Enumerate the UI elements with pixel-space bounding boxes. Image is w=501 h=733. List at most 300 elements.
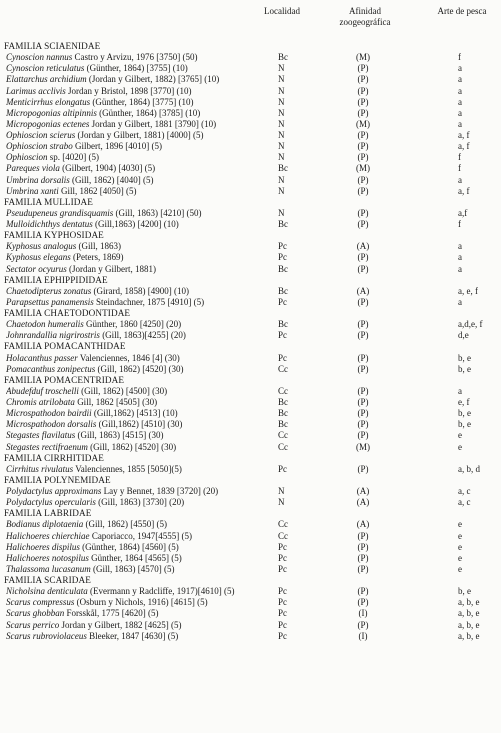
family-heading xyxy=(0,41,501,52)
family-name: FAMILIA KYPHOSIDAE xyxy=(4,230,104,241)
family-name: FAMILIA LABRIDAE xyxy=(4,508,92,519)
species-row xyxy=(0,297,501,308)
afinidad-cell: (P) xyxy=(357,330,369,341)
species-row xyxy=(0,141,501,152)
species-author: (Gill, 1863) [4570] (5) xyxy=(90,563,175,574)
afinidad-cell: (P) xyxy=(357,563,369,574)
species-row xyxy=(0,130,501,141)
afinidad-cell: (A) xyxy=(356,241,370,252)
species-author: (Peters, 1869) xyxy=(70,252,124,263)
arte-de-pesca-cell: a xyxy=(458,252,462,263)
arte-de-pesca-cell: e xyxy=(458,441,462,452)
species-author: (Gill,1863) [4200] (10) xyxy=(92,219,179,229)
species-cell xyxy=(6,297,278,308)
species-row xyxy=(0,430,501,441)
localidad-cell: N xyxy=(278,96,285,107)
localidad-cell: Bc xyxy=(278,52,288,63)
species-name: Ophioscion xyxy=(6,152,48,163)
arte-de-pesca-cell: a xyxy=(458,241,462,252)
species-name: Cynoscion nannus xyxy=(6,52,73,63)
afinidad-cell: (M) xyxy=(356,163,370,174)
localidad-cell: Pc xyxy=(278,241,287,252)
afinidad-cell: (A) xyxy=(356,497,370,508)
species-author: Bleeker, 1847 [4630] (5) xyxy=(86,630,179,641)
species-row xyxy=(0,464,501,475)
species-author: Gill, 1862 [4505] (30) xyxy=(74,397,158,407)
species-cell xyxy=(6,531,278,542)
family-heading xyxy=(0,197,501,208)
afinidad-cell: (P) xyxy=(357,463,369,474)
species-cell xyxy=(6,386,278,397)
localidad-cell: Pc xyxy=(278,541,287,552)
species-name: Cirrhitus rivulatus xyxy=(6,463,74,474)
localidad-cell: Pc xyxy=(278,552,287,563)
species-name: Larimus acclivis xyxy=(6,85,66,96)
localidad-cell: Bc xyxy=(278,408,288,419)
species-row xyxy=(0,353,501,364)
species-author: (Jordan y Gilbert, 1882) [3765] (10) xyxy=(86,74,220,85)
species-author: Gill, 1862 [4050] (5) xyxy=(58,185,137,196)
arte-de-pesca-cell: b, e xyxy=(458,586,471,597)
localidad-cell: Pc xyxy=(278,330,287,341)
arte-de-pesca-cell: a xyxy=(458,96,462,107)
arte-de-pesca-cell: e xyxy=(458,563,462,574)
species-author: (Gill,1862) [4510] (30) xyxy=(96,419,183,430)
species-author: Valenciennes, 1855 [5050](5) xyxy=(73,463,182,474)
localidad-cell: Cc xyxy=(278,519,288,530)
species-cell xyxy=(6,597,278,608)
arte-de-pesca-cell: e xyxy=(458,530,462,541)
species-author: Caporiacco, 1947[4555] (5) xyxy=(89,530,193,541)
species-name: Chromis atrilobata xyxy=(6,397,75,407)
species-name: Microspathodon dorsalis xyxy=(6,419,97,430)
localidad-cell: Bc xyxy=(278,163,288,174)
species-name: Menticirrhus elongatus xyxy=(6,96,91,107)
species-cell xyxy=(6,319,278,330)
localidad-cell: N xyxy=(278,207,285,218)
species-name: Chaetodipterus zonatus xyxy=(6,285,92,296)
family-name: FAMILIA POMACENTRIDAE xyxy=(4,374,125,385)
species-cell xyxy=(6,130,278,141)
species-row xyxy=(0,364,501,375)
species-row xyxy=(0,286,501,297)
species-row xyxy=(0,152,501,163)
species-author: Castro y Arvizu, 1976 [3750] (50) xyxy=(72,52,198,63)
afinidad-cell: (M) xyxy=(356,52,370,63)
family-heading xyxy=(0,475,501,486)
species-cell xyxy=(6,542,278,553)
arte-de-pesca-cell: a xyxy=(458,74,462,85)
species-name: Parapsettus panamensis xyxy=(6,296,94,307)
species-row xyxy=(0,597,501,608)
localidad-cell: N xyxy=(278,130,285,140)
arte-de-pesca-cell: b, e xyxy=(458,363,471,374)
localidad-cell: N xyxy=(278,85,285,96)
species-author: (Gill, 1862) [4500] (30) xyxy=(78,385,168,396)
species-author: (Jordan y Gilbert, 1881) [4000] (5) xyxy=(75,130,204,140)
species-cell xyxy=(6,163,278,174)
species-name: Holacanthus passer xyxy=(6,352,78,363)
species-cell xyxy=(6,141,278,152)
afinidad-cell: (I) xyxy=(358,608,368,619)
species-cell xyxy=(6,119,278,130)
arte-de-pesca-cell: f xyxy=(458,52,461,63)
species-author: (Osburn y Nichols, 1916) [4615] (5) xyxy=(74,597,208,608)
species-name: Johnrandallia nigrirostris xyxy=(6,330,100,341)
species-author: (Gilbert, 1904) [4030] (5) xyxy=(59,163,156,174)
species-cell xyxy=(6,286,278,297)
arte-de-pesca-cell: a,f xyxy=(458,207,468,218)
species-cell xyxy=(6,74,278,85)
species-cell xyxy=(6,330,278,341)
arte-de-pesca-cell: a, e, f xyxy=(458,285,478,296)
species-row xyxy=(0,386,501,397)
species-name: Scarus perrico xyxy=(6,619,60,630)
afinidad-cell: (P) xyxy=(357,219,369,229)
localidad-cell: Pc xyxy=(278,619,287,630)
localidad-cell: Cc xyxy=(278,530,288,541)
arte-de-pesca-cell: e xyxy=(458,552,462,563)
species-cell xyxy=(6,464,278,475)
afinidad-cell: (P) xyxy=(357,408,369,419)
family-name: FAMILIA POMACANTHIDAE xyxy=(4,341,126,352)
arte-de-pesca-cell: b, e xyxy=(458,419,471,430)
species-cell xyxy=(6,252,278,263)
species-row xyxy=(0,608,501,619)
arte-de-pesca-cell: f xyxy=(458,219,461,229)
afinidad-cell: (P) xyxy=(357,85,369,96)
family-name: FAMILIA CIRRHITIDAE xyxy=(4,452,104,463)
species-name: Micropogonias altipinnis xyxy=(6,107,97,118)
species-row xyxy=(0,219,501,230)
species-row xyxy=(0,319,501,330)
species-cell xyxy=(6,219,278,230)
localidad-cell: Pc xyxy=(278,630,287,641)
arte-de-pesca-cell: a xyxy=(458,63,462,74)
afinidad-cell: (P) xyxy=(357,107,369,118)
species-row xyxy=(0,52,501,63)
species-author: Günther, 1860 [4250] (20) xyxy=(83,319,182,330)
species-cell xyxy=(6,553,278,564)
afinidad-cell: (P) xyxy=(357,96,369,107)
arte-de-pesca-cell: a xyxy=(458,107,462,118)
species-cell xyxy=(6,97,278,108)
species-name: Abudefduf troschelli xyxy=(6,385,79,396)
arte-de-pesca-cell: a, f xyxy=(458,130,470,140)
species-row xyxy=(0,631,501,642)
species-author: (Gill, 1863) xyxy=(76,241,122,252)
species-name: Stegastes rectifraenum xyxy=(6,441,88,452)
localidad-cell: N xyxy=(278,152,285,163)
species-row xyxy=(0,620,501,631)
species-author: Günther, 1864 [4565] (5) xyxy=(88,552,182,563)
afinidad-cell: (P) xyxy=(357,74,369,85)
species-cell xyxy=(6,519,278,530)
species-author: (Gill,1862) [4513] (10) xyxy=(91,408,178,419)
afinidad-cell: (P) xyxy=(357,174,369,185)
species-author: (Gill, 1863) [4210] (50) xyxy=(113,207,202,218)
species-author: Steindachner, 1875 [4910] (5) xyxy=(93,296,205,307)
species-row xyxy=(0,542,501,553)
afinidad-cell: (P) xyxy=(357,141,369,152)
species-row xyxy=(0,208,501,219)
localidad-cell: N xyxy=(278,107,285,118)
species-name: Polydactylus approximans xyxy=(6,486,102,496)
species-name: Chaetodon humeralis xyxy=(6,319,84,330)
arte-de-pesca-cell: e xyxy=(458,430,462,441)
species-cell xyxy=(6,419,278,430)
arte-de-pesca-cell: a xyxy=(458,174,462,185)
species-row xyxy=(0,330,501,341)
afinidad-cell: (M) xyxy=(356,441,370,452)
afinidad-cell: (M) xyxy=(356,118,370,129)
family-heading xyxy=(0,453,501,464)
species-name: Ophioscion scierus xyxy=(6,130,76,140)
afinidad-cell: (P) xyxy=(357,296,369,307)
family-heading xyxy=(0,275,501,286)
localidad-cell: Cc xyxy=(278,385,288,396)
species-name: Cynoscion reticulatus xyxy=(6,63,85,74)
species-author: (Evermann y Radcliffe, 1917)[4610] (5) xyxy=(87,586,235,597)
localidad-cell: N xyxy=(278,486,285,496)
species-row xyxy=(0,186,501,197)
arte-de-pesca-cell: a xyxy=(458,85,462,96)
afinidad-cell: (P) xyxy=(357,385,369,396)
species-author: (Gill, 1863) [4515] (30) xyxy=(75,430,164,441)
species-row xyxy=(0,252,501,263)
family-heading xyxy=(0,230,501,241)
species-cell xyxy=(6,408,278,419)
arte-de-pesca-cell: a, f xyxy=(458,185,470,196)
arte-de-pesca-cell: d,e xyxy=(458,330,469,341)
family-heading xyxy=(0,341,501,352)
localidad-cell: Bc xyxy=(278,219,288,229)
localidad-cell: Pc xyxy=(278,586,287,597)
species-cell xyxy=(6,353,278,364)
species-name: Thalassoma lucasanum xyxy=(6,563,91,574)
species-name: Scarus rubroviolaceus xyxy=(6,630,87,641)
species-name: Scarus compressus xyxy=(6,597,75,608)
arte-de-pesca-cell: e, f xyxy=(458,397,470,407)
species-author: Jordan y Gilbert, 1882 [4625] (5) xyxy=(59,619,182,630)
species-name: Umbrina dorsalis xyxy=(6,174,70,185)
species-name: Pareques viola xyxy=(6,163,60,174)
localidad-cell: Bc xyxy=(278,397,288,407)
species-cell xyxy=(6,620,278,631)
species-author: (Gill, 1863) [3730] (20) xyxy=(95,497,185,508)
species-cell xyxy=(6,108,278,119)
species-author: (Gill, 1862) [4040] (5) xyxy=(69,174,154,185)
arte-de-pesca-cell: b, e xyxy=(458,352,471,363)
species-row xyxy=(0,419,501,430)
afinidad-cell: (P) xyxy=(357,430,369,441)
species-name: Pseudupeneus grandisquamis xyxy=(6,207,114,218)
species-table xyxy=(0,41,501,642)
afinidad-cell: (P) xyxy=(357,63,369,74)
localidad-cell: Pc xyxy=(278,252,287,263)
table-header xyxy=(0,3,501,33)
species-name: Ophioscion strabo xyxy=(6,141,73,152)
arte-de-pesca-cell: a, b, e xyxy=(458,630,480,641)
arte-de-pesca-cell: a,d,e, f xyxy=(458,319,483,330)
arte-de-pesca-cell: a, b, d xyxy=(458,463,480,474)
localidad-cell: Bc xyxy=(278,419,288,430)
species-row xyxy=(0,408,501,419)
afinidad-cell: (P) xyxy=(357,552,369,563)
species-row xyxy=(0,497,501,508)
afinidad-cell: (P) xyxy=(357,363,369,374)
species-cell xyxy=(6,364,278,375)
species-author: Jordan y Bristol, 1898 [3770] (10) xyxy=(65,85,192,96)
localidad-cell: N xyxy=(278,74,285,85)
species-row xyxy=(0,564,501,575)
arte-de-pesca-cell: f xyxy=(458,163,461,174)
species-cell xyxy=(6,264,278,275)
family-name: FAMILIA MULLIDAE xyxy=(4,196,93,207)
arte-de-pesca-cell: f xyxy=(458,152,461,163)
species-author: (Gill, 1862) [4550] (5) xyxy=(83,519,167,530)
species-row xyxy=(0,397,501,408)
afinidad-cell: (P) xyxy=(357,586,369,597)
arte-de-pesca-cell: b, e xyxy=(458,408,471,419)
localidad-cell: Bc xyxy=(278,319,288,330)
column-header-arte-de-pesca: Arte de pesca xyxy=(437,6,487,16)
species-cell xyxy=(6,175,278,186)
family-heading xyxy=(0,575,501,586)
species-name: Polydactylus opercularis xyxy=(6,497,96,508)
species-name: Elattarchus archidium xyxy=(6,74,87,85)
species-name: Microspathodon bairdii xyxy=(6,408,92,419)
species-name: Micropogonias ectenes xyxy=(6,118,90,129)
afinidad-cell: (P) xyxy=(357,185,369,196)
family-name: FAMILIA POLYNEMIDAE xyxy=(4,474,111,485)
arte-de-pesca-cell: e xyxy=(458,519,462,530)
species-cell xyxy=(6,486,278,497)
species-name: Halichoeres dispilus xyxy=(6,541,80,552)
species-name: Bodianus diplotaenia xyxy=(6,519,84,530)
species-row xyxy=(0,486,501,497)
species-cell xyxy=(6,430,278,441)
species-row xyxy=(0,175,501,186)
afinidad-cell: (P) xyxy=(357,541,369,552)
species-cell xyxy=(6,586,278,597)
species-author: Jordan y Gilbert, 1881 [3790] (10) xyxy=(89,118,217,129)
afinidad-cell: (P) xyxy=(357,152,369,163)
species-author: (Günther, 1864) [4560] (5) xyxy=(79,541,179,552)
species-name: Pomacanthus zonipectus xyxy=(6,363,96,374)
localidad-cell: Pc xyxy=(278,463,287,474)
arte-de-pesca-cell: e xyxy=(458,541,462,552)
species-cell xyxy=(6,631,278,642)
species-author: Lay y Bennet, 1839 [3720] (20) xyxy=(101,486,219,496)
arte-de-pesca-cell: a, b, e xyxy=(458,597,480,608)
species-cell xyxy=(6,186,278,197)
species-cell xyxy=(6,208,278,219)
afinidad-cell: (P) xyxy=(357,207,369,218)
arte-de-pesca-cell: a xyxy=(458,296,462,307)
species-name: Halichoeres notospilus xyxy=(6,552,89,563)
species-name: Umbrina xanti xyxy=(6,185,59,196)
species-name: Mulloidichthys dentatus xyxy=(6,219,93,229)
arte-de-pesca-cell: a, b, e xyxy=(458,619,480,630)
species-author: (Günther, 1864) [3755] (10) xyxy=(84,63,188,74)
species-cell xyxy=(6,152,278,163)
localidad-cell: N xyxy=(278,118,285,129)
localidad-cell: Pc xyxy=(278,296,287,307)
species-cell xyxy=(6,63,278,74)
species-name: Kyphosus analogus xyxy=(6,241,77,252)
localidad-cell: Pc xyxy=(278,352,287,363)
localidad-cell: Bc xyxy=(278,263,288,274)
species-author: (Gill, 1862) [4520] (30) xyxy=(95,363,184,374)
arte-de-pesca-cell: a, f xyxy=(458,141,470,152)
species-row xyxy=(0,519,501,530)
species-row xyxy=(0,86,501,97)
species-row xyxy=(0,241,501,252)
family-heading xyxy=(0,508,501,519)
localidad-cell: Cc xyxy=(278,441,288,452)
arte-de-pesca-cell: a, c xyxy=(458,497,471,508)
afinidad-cell: (P) xyxy=(357,319,369,330)
localidad-cell: Pc xyxy=(278,597,287,608)
localidad-cell: N xyxy=(278,174,285,185)
species-cell xyxy=(6,86,278,97)
localidad-cell: Cc xyxy=(278,363,288,374)
species-cell xyxy=(6,397,278,408)
family-name: FAMILIA EPHIPPIDIDAE xyxy=(4,274,108,285)
species-author: (Gill, 1863)[4255] (20) xyxy=(99,330,186,341)
species-author: (Girard, 1858) [4900] (10) xyxy=(91,285,189,296)
localidad-cell: Bc xyxy=(278,285,288,296)
species-row xyxy=(0,63,501,74)
species-name: Halichoeres chierchiae xyxy=(6,530,90,541)
afinidad-cell: (P) xyxy=(357,263,369,274)
localidad-cell: N xyxy=(278,63,285,74)
species-author: (Günther, 1864) [3785] (10) xyxy=(96,107,201,118)
family-name: FAMILIA CHAETODONTIDAE xyxy=(4,308,131,318)
arte-de-pesca-cell: a xyxy=(458,263,462,274)
column-header-localidad: Localidad xyxy=(264,6,300,16)
column-header-afinidad: Afinidad zoogeográfica xyxy=(339,6,391,27)
species-author: sp. [4020] (5) xyxy=(47,152,99,163)
family-name: FAMILIA SCARIDAE xyxy=(4,575,91,585)
species-cell xyxy=(6,497,278,508)
species-name: Kyphosus elegans xyxy=(6,252,71,263)
species-author: (Günther, 1864) [3775] (10) xyxy=(90,96,194,107)
species-row xyxy=(0,442,501,453)
afinidad-cell: (P) xyxy=(357,597,369,608)
species-row xyxy=(0,553,501,564)
arte-de-pesca-cell: a, b, e xyxy=(458,608,480,619)
afinidad-cell: (P) xyxy=(357,130,369,140)
arte-de-pesca-cell: a, c xyxy=(458,486,471,496)
arte-de-pesca-cell: a xyxy=(458,118,462,129)
species-cell xyxy=(6,608,278,619)
afinidad-cell: (P) xyxy=(357,619,369,630)
afinidad-cell: (I) xyxy=(358,630,368,641)
species-row xyxy=(0,531,501,542)
family-heading xyxy=(0,375,501,386)
arte-de-pesca-cell: a xyxy=(458,385,462,396)
species-author: (Gill, 1862) [4520] (30) xyxy=(87,441,177,452)
afinidad-cell: (P) xyxy=(357,352,369,363)
species-cell xyxy=(6,52,278,63)
species-author: Gilbert, 1896 [4010] (5) xyxy=(72,141,162,152)
afinidad-cell: (P) xyxy=(357,419,369,430)
species-author: Forsskål, 1775 [4620] (5) xyxy=(64,608,159,619)
species-author: Valenciennes, 1846 [4] (30) xyxy=(77,352,180,363)
species-cell xyxy=(6,564,278,575)
